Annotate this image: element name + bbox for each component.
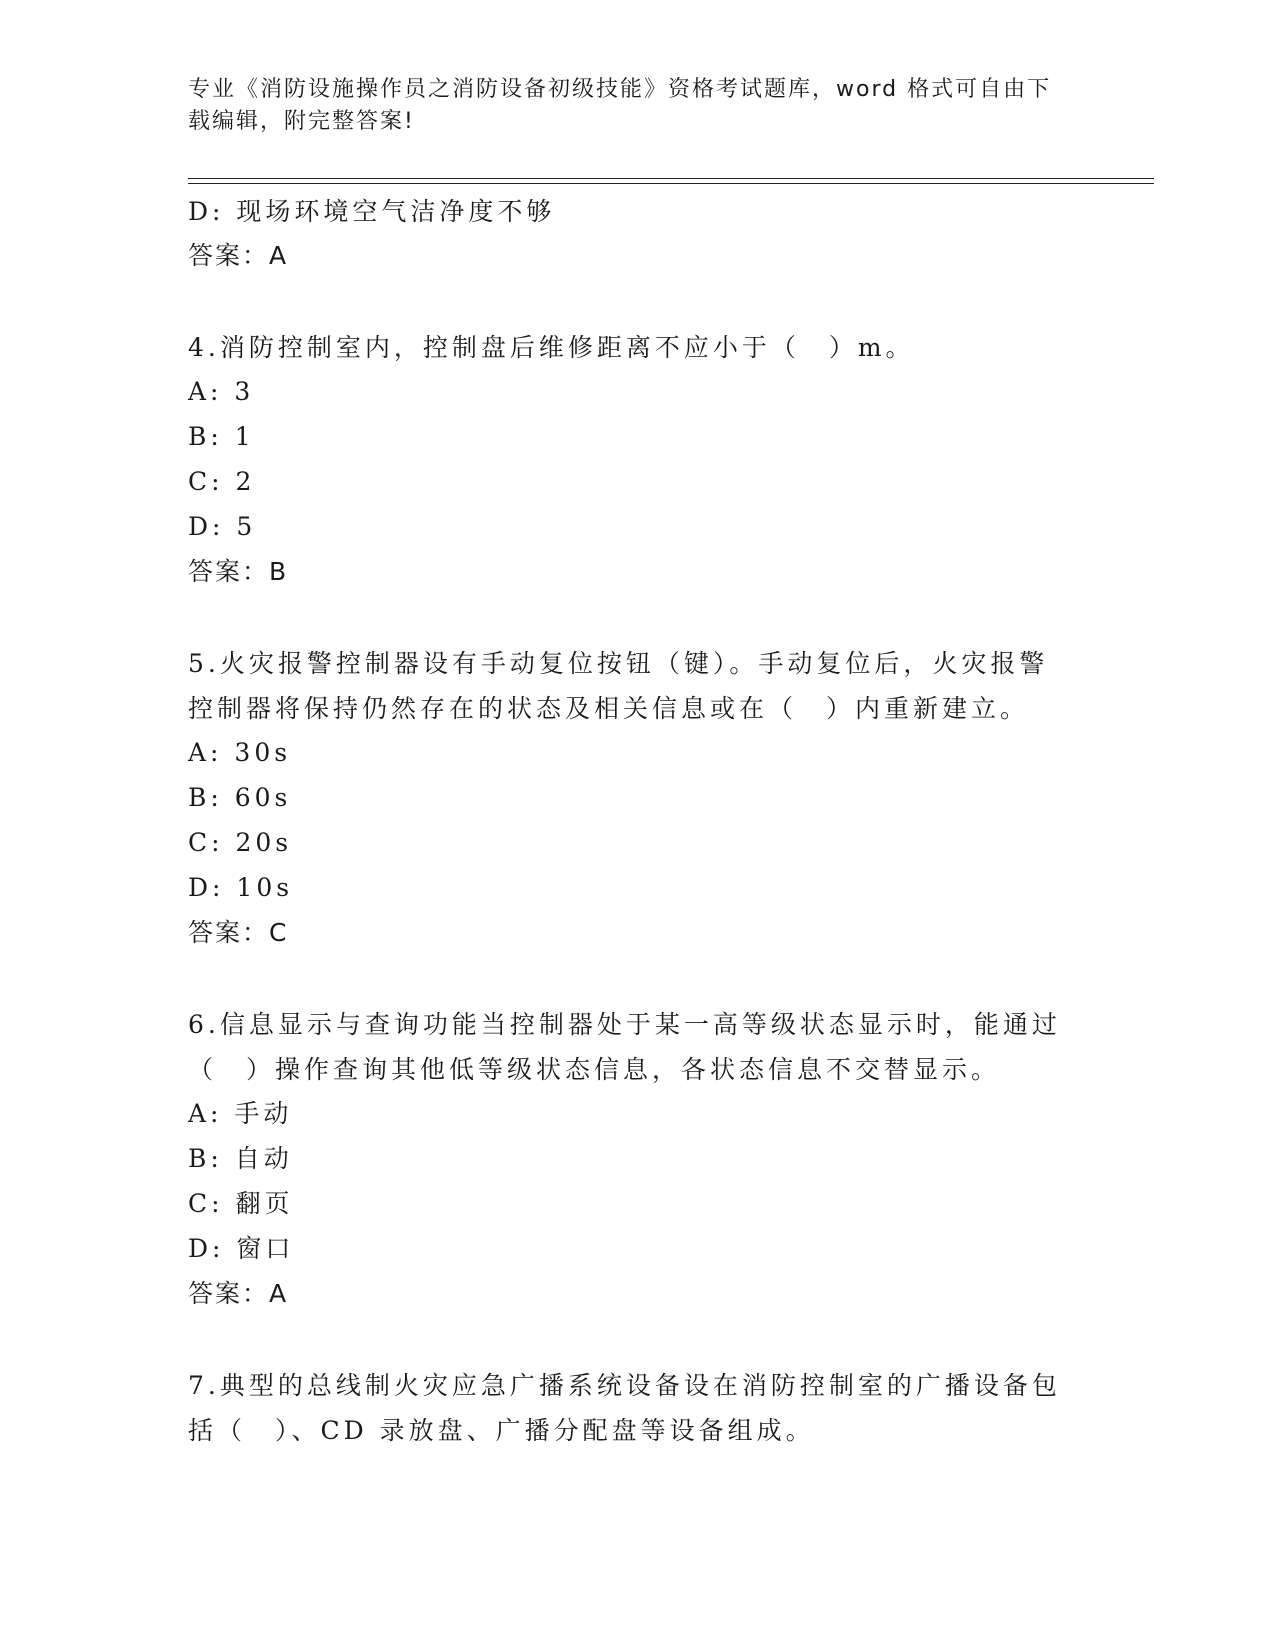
q5-option-d: D: 10s (188, 873, 294, 902)
header-line-1: 专业《消防设施操作员之消防设备初级技能》资格考试题库，word 格式可自由下 (188, 77, 1052, 102)
q6-option-a: A: 手动 (188, 1099, 293, 1128)
q6-stem-line-2: （ ）操作查询其他低等级状态信息，各状态信息不交替显示。 (188, 1055, 1001, 1084)
q6-stem-line-1: 6.信息显示与查询功能当控制器处于某一高等级状态显示时，能通过 (188, 1010, 1061, 1039)
q5-answer: 答案：C (188, 918, 289, 947)
q3-answer: 答案：A (188, 241, 289, 270)
q4-option-b: B: 1 (188, 422, 255, 451)
q3-option-d: D: 现场环境空气洁净度不够 (188, 197, 556, 226)
q6-option-b: B: 自动 (188, 1144, 293, 1173)
q6-option-c: C: 翻页 (188, 1189, 294, 1218)
header-divider-top (188, 178, 1154, 179)
header-divider-bottom (188, 183, 1154, 184)
q5-option-b: B: 60s (188, 783, 292, 812)
q7-stem-line-1: 7.典型的总线制火灾应急广播系统设备设在消防控制室的广播设备包 (188, 1371, 1061, 1400)
q4-option-d: D: 5 (188, 512, 257, 541)
q4-option-c: C: 2 (188, 467, 256, 496)
q6-option-d: D: 窗口 (188, 1234, 295, 1263)
document-header (188, 74, 1068, 138)
q4-answer: 答案：B (188, 557, 289, 586)
q6-answer: 答案：A (188, 1279, 289, 1308)
q5-stem-line-1: 5.火灾报警控制器设有手动复位按钮（键）。手动复位后，火灾报警 (188, 649, 1049, 678)
q5-stem-line-2: 控制器将保持仍然存在的状态及相关信息或在（ ）内重新建立。 (188, 694, 1030, 723)
q5-option-a: A: 30s (188, 738, 292, 767)
header-line-2: 载编辑，附完整答案! (188, 109, 415, 134)
q4-option-a: A: 3 (188, 377, 255, 406)
q4-stem: 4.消防控制室内，控制盘后维修距离不应小于（ ）m。 (188, 333, 915, 362)
q7-stem-line-2: 括（ ）、CD 录放盘、广播分配盘等设备组成。 (188, 1416, 815, 1445)
q5-option-c: C: 20s (188, 828, 293, 857)
